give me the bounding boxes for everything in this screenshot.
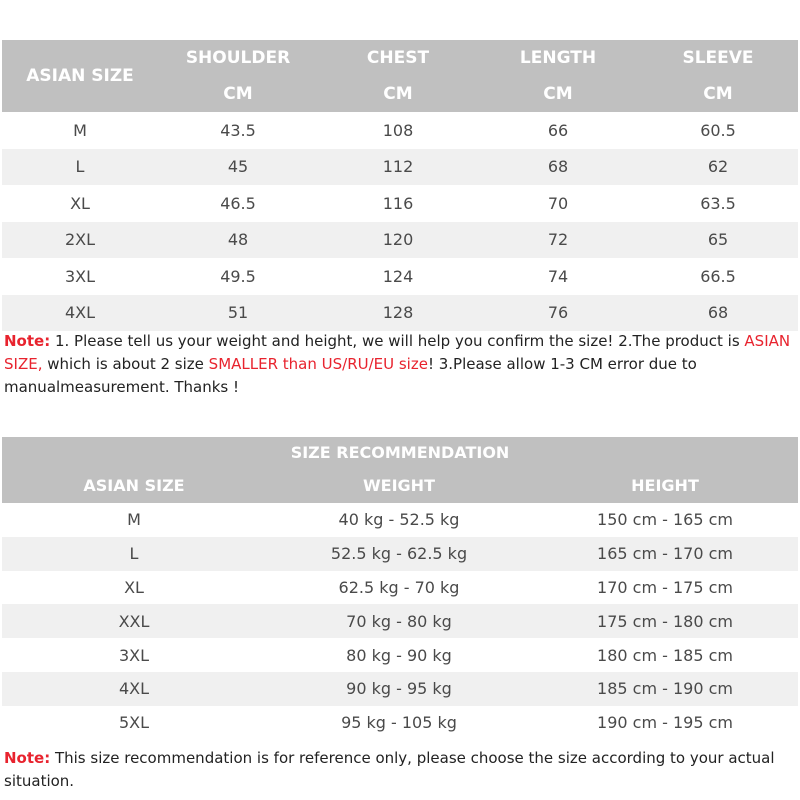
size-cell: 3XL [64, 266, 96, 286]
size-cell: 3XL [118, 645, 150, 665]
header-sleeve-unit: CM [703, 84, 733, 104]
sleeve-cell: 63.5 [700, 193, 736, 213]
height-cell: 150 cm - 165 cm [597, 510, 733, 530]
header-chest-label: CHEST [366, 48, 430, 68]
header-shoulder-unit: CM [223, 84, 253, 104]
size-chart-header [2, 40, 798, 112]
size-cell: XL [70, 193, 90, 213]
length-cell: 70 [547, 193, 569, 213]
height-cell: 190 cm - 195 cm [597, 713, 733, 733]
weight-cell: 90 kg - 95 kg [346, 679, 452, 699]
size-cell: 2XL [64, 230, 96, 250]
table-row [2, 222, 798, 259]
size-cell: XXL [118, 611, 150, 631]
note-text-part2: which is about 2 size [42, 355, 209, 373]
shoulder-cell: 43.5 [220, 120, 256, 140]
table-row [2, 537, 798, 571]
size-cell: 4XL [64, 303, 96, 323]
size-chart-table [2, 40, 798, 331]
size-cell: L [129, 544, 139, 564]
size-cell: 4XL [118, 679, 150, 699]
table-row [2, 295, 798, 332]
length-cell: 72 [547, 230, 569, 250]
length-cell: 74 [547, 266, 569, 286]
header-length [478, 40, 638, 112]
size-cell: L [75, 157, 85, 177]
header-length-label: LENGTH [519, 48, 597, 68]
size-cell: M [127, 510, 141, 530]
sleeve-cell: 60.5 [700, 120, 736, 140]
height-cell: 165 cm - 170 cm [597, 544, 733, 564]
chest-cell: 120 [382, 230, 414, 250]
header-shoulder-label: SHOULDER [185, 48, 291, 68]
length-cell: 66 [547, 120, 569, 140]
table-row [2, 185, 798, 222]
header-asian-size: ASIAN SIZE [26, 66, 134, 86]
size-cell: XL [124, 577, 144, 597]
sleeve-cell: 66.5 [700, 266, 736, 286]
weight-cell: 95 kg - 105 kg [341, 713, 457, 733]
table-row [2, 706, 798, 740]
shoulder-cell: 51 [227, 303, 249, 323]
recommendation-title: SIZE RECOMMENDATION [290, 442, 510, 462]
height-cell: 180 cm - 185 cm [597, 645, 733, 665]
weight-cell: 62.5 kg - 70 kg [338, 577, 460, 597]
chest-cell: 112 [382, 157, 414, 177]
header-chest-unit: CM [383, 84, 413, 104]
header-weight: WEIGHT [363, 475, 435, 495]
length-cell: 76 [547, 303, 569, 323]
sleeve-cell: 62 [707, 157, 729, 177]
shoulder-cell: 49.5 [220, 266, 256, 286]
note-label: Note: [4, 332, 51, 350]
shoulder-cell: 45 [227, 157, 249, 177]
shoulder-cell: 46.5 [220, 193, 256, 213]
header-chest [318, 40, 478, 112]
height-cell: 175 cm - 180 cm [597, 611, 733, 631]
note-label: Note: [4, 749, 51, 767]
table-row [2, 638, 798, 672]
height-cell: 185 cm - 190 cm [597, 679, 733, 699]
shoulder-cell: 48 [227, 230, 249, 250]
recommendation-note [4, 747, 796, 793]
chest-cell: 124 [382, 266, 414, 286]
length-cell: 68 [547, 157, 569, 177]
header-sleeve-label: SLEEVE [682, 48, 754, 68]
sleeve-cell: 65 [707, 230, 729, 250]
weight-cell: 70 kg - 80 kg [346, 611, 452, 631]
chest-cell: 116 [382, 193, 414, 213]
header-height: HEIGHT [631, 475, 699, 495]
table-row [2, 503, 798, 537]
chest-cell: 128 [382, 303, 414, 323]
table-row [2, 571, 798, 605]
height-cell: 170 cm - 175 cm [597, 577, 733, 597]
weight-cell: 80 kg - 90 kg [346, 645, 452, 665]
note-highlight-asian-size: ASIAN SIZE, [4, 332, 791, 373]
recommendation-header [2, 437, 798, 503]
header-asian-size: ASIAN SIZE [83, 475, 185, 495]
header-length-unit: CM [543, 84, 573, 104]
size-recommendation-table [2, 437, 798, 740]
header-shoulder [158, 40, 318, 112]
header-sleeve [638, 40, 798, 112]
weight-cell: 52.5 kg - 62.5 kg [330, 544, 468, 564]
recommendation-column-headers [2, 467, 798, 503]
size-note [4, 330, 796, 399]
size-cell: 5XL [118, 713, 150, 733]
note-text-part3: ! 3.Please allow 1-3 CM error due to manualmeasurement. Thanks ! [4, 355, 697, 396]
sleeve-cell: 68 [707, 303, 729, 323]
note-text-part1: 1. Please tell us your weight and height, we will help you confirm the size! 2.The product is [50, 332, 745, 350]
table-row [2, 258, 798, 295]
note-highlight-smaller: SMALLER than US/RU/EU size [208, 355, 428, 373]
chest-cell: 108 [382, 120, 414, 140]
note-text: This size recommendation is for reference only, please choose the size according to your actual situation. [4, 749, 775, 790]
weight-cell: 40 kg - 52.5 kg [338, 510, 460, 530]
table-row [2, 604, 798, 638]
table-row [2, 112, 798, 149]
size-cell: M [73, 120, 87, 140]
table-row [2, 149, 798, 186]
table-row [2, 672, 798, 706]
